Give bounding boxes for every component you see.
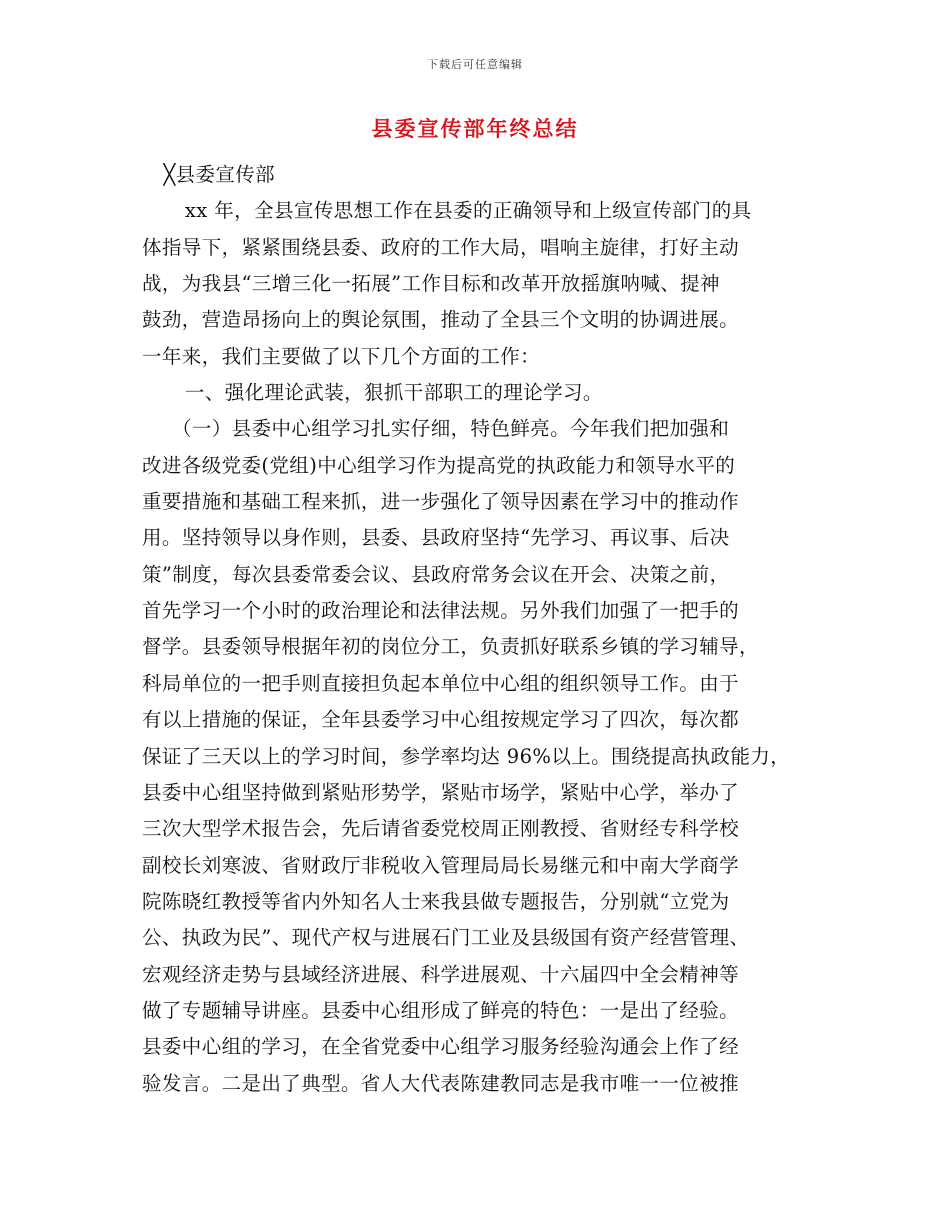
text-line: 体指导下，紧紧围绕县委、政府的工作大局，唱响主旋律，打好主动 [142, 235, 740, 259]
text-line: 科局单位的一把手则直接担负起本单位中心组的组织领导工作。由于 [142, 671, 740, 695]
text-line: 公、执政为民”、现代产权与进展石门工业及县级国有资产经营管理、 [142, 926, 750, 950]
text-line: 战，为我县“三增三化一拓展”工作目标和改革开放摇旗呐喊、提神 [142, 272, 720, 296]
text-line: 鼓劲，营造昂扬向上的舆论氛围，推动了全县三个文明的协调进展。 [142, 308, 740, 332]
text-line: 县委中心组的学习，在全省党委中心组学习服务经验沟通会上作了经 [142, 1035, 740, 1059]
document-body [142, 157, 822, 1102]
text-line: 改进各级党委(党组)中心组学习作为提高党的执政能力和领导水平的 [142, 453, 736, 477]
text-line: 首先学习一个小时的政治理论和法律法规。另外我们加强了一把手的 [142, 599, 740, 623]
text-line: 督学。县委领导根据年初的岗位分工，负责抓好联系乡镇的学习辅导， [142, 635, 759, 659]
text-line: 有以上措施的保证，全年县委学习中心组按规定学习了四次，每次都 [142, 708, 740, 732]
text-line: ╳县委宣传部 [163, 163, 276, 186]
text-line: 策”制度，每次县委常委会议、县政府常务会议在开会、决策之前， [142, 562, 730, 586]
text-line: 用。坚持领导以身作则，县委、县政府坚持“先学习、再议事、后决 [142, 526, 730, 550]
text-line: 宏观经济走势与县域经济进展、科学进展观、十六届四中全会精神等 [142, 962, 740, 986]
text-line: 一、强化理论武装，狠抓干部职工的理论学习。 [184, 381, 603, 405]
text-line: 三次大型学术报告会，先后请省委党校周正刚教授、省财经专科学校 [142, 817, 740, 841]
text-line: 做了专题辅导讲座。县委中心组形成了鲜亮的特色：一是出了经验。 [142, 998, 740, 1022]
text-line: xx 年，全县宣传思想工作在县委的正确领导和上级宣传部门的具 [184, 199, 752, 223]
header-note: 下载后可任意编辑 [427, 58, 523, 71]
text-line: 院陈晓红教授等省内外知名人士来我县做专题报告，分别就“立党为 [142, 889, 730, 913]
text-line: 重要措施和基础工程来抓，进一步强化了领导因素在学习中的推动作 [142, 490, 740, 514]
text-line: 县委中心组坚持做到紧贴形势学，紧贴市场学，紧贴中心学，举办了 [142, 780, 740, 804]
text-line: 副校长刘寒波、省财政厅非税收入管理局局长易继元和中南大学商学 [142, 853, 740, 877]
text-line: 验发言。二是出了典型。省人大代表陈建教同志是我市唯一一位被推 [142, 1071, 740, 1095]
text-line: （一）县委中心组学习扎实仔细，特色鲜亮。今年我们把加强和 [172, 417, 730, 441]
text-line: 保证了三天以上的学习时间，参学率均达 96%以上。围绕提高执政能力， [142, 744, 791, 768]
document-title: 县委宣传部年终总结 [371, 116, 579, 141]
text-line: 一年来，我们主要做了以下几个方面的工作： [142, 344, 541, 368]
